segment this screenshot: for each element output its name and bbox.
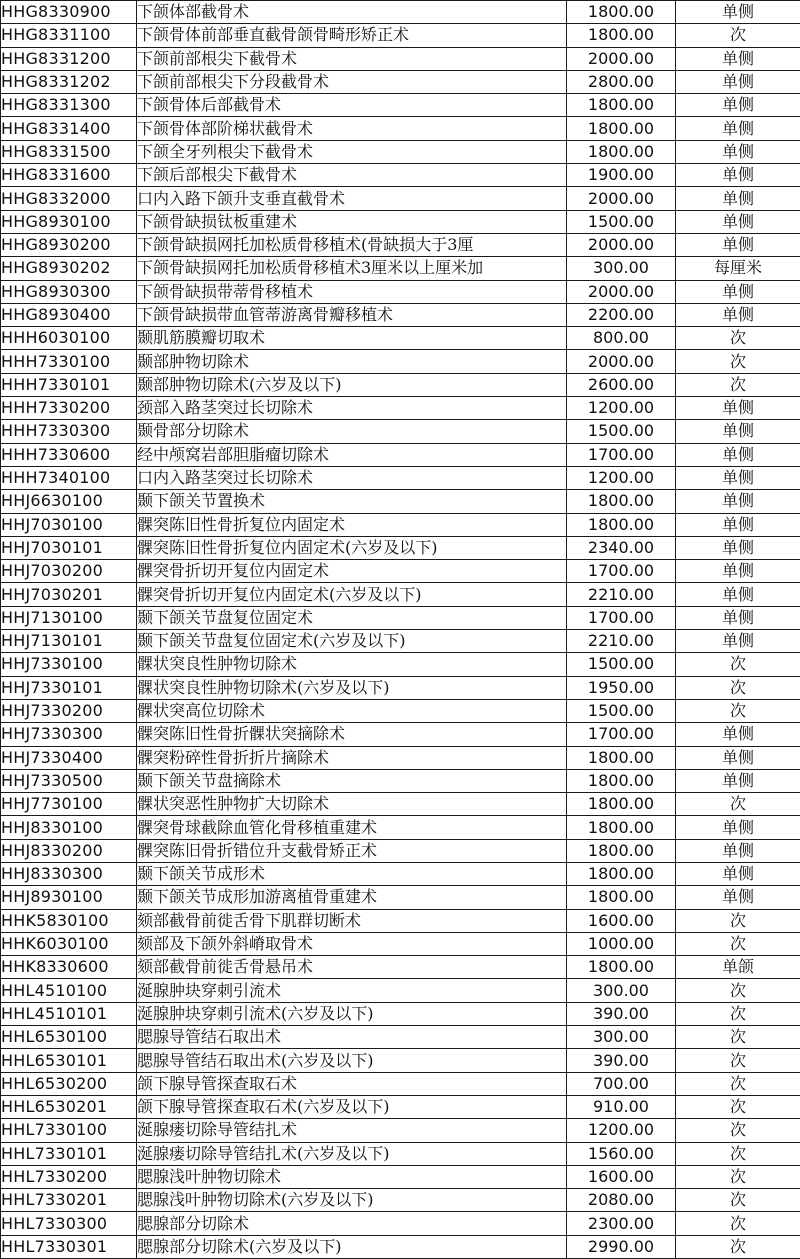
item-price-cell: 2210.00 (567, 630, 676, 653)
item-unit-cell: 单侧 (676, 94, 800, 117)
item-name-cell: 颞肌筋膜瓣切取术 (137, 327, 567, 350)
item-code-cell: HHL4510101 (1, 1002, 137, 1025)
item-name-cell: 腮腺浅叶肿物切除术 (137, 1165, 567, 1188)
item-unit-cell: 次 (676, 24, 800, 47)
item-unit-cell: 次 (676, 1142, 800, 1165)
item-code-cell: HHG8331300 (1, 94, 137, 117)
item-code-cell: HHG8930400 (1, 303, 137, 326)
item-unit-cell: 次 (676, 1049, 800, 1072)
table-row (1, 1095, 800, 1118)
item-name-cell: 下颌骨缺损带血管蒂游离骨瓣移植术 (137, 303, 567, 326)
item-unit-cell: 单侧 (676, 164, 800, 187)
item-price-cell: 1500.00 (567, 653, 676, 676)
item-unit-cell: 单侧 (676, 746, 800, 769)
item-price-cell: 1500.00 (567, 420, 676, 443)
item-price-cell: 2800.00 (567, 70, 676, 93)
item-code-cell: HHJ7030100 (1, 513, 137, 536)
table-row (1, 373, 800, 396)
table-row (1, 723, 800, 746)
item-price-cell: 300.00 (567, 979, 676, 1002)
item-price-cell: 1800.00 (567, 862, 676, 885)
table-row (1, 233, 800, 256)
item-unit-cell: 次 (676, 1189, 800, 1212)
table-row (1, 490, 800, 513)
item-unit-cell: 单侧 (676, 862, 800, 885)
item-name-cell: 髁突骨折切开复位内固定术 (137, 560, 567, 583)
item-price-cell: 1950.00 (567, 676, 676, 699)
item-code-cell: HHL7330101 (1, 1142, 137, 1165)
item-name-cell: 颞下颌关节成形加游离植骨重建术 (137, 886, 567, 909)
item-price-cell: 1800.00 (567, 140, 676, 163)
item-name-cell: 腮腺部分切除术 (137, 1212, 567, 1235)
item-code-cell: HHJ7330200 (1, 699, 137, 722)
item-code-cell: HHG8930100 (1, 210, 137, 233)
item-code-cell: HHJ8330200 (1, 839, 137, 862)
table-row (1, 1072, 800, 1095)
item-unit-cell: 单侧 (676, 513, 800, 536)
table-row (1, 1, 800, 24)
item-price-cell: 1800.00 (567, 956, 676, 979)
item-unit-cell: 单侧 (676, 583, 800, 606)
item-code-cell: HHL6530101 (1, 1049, 137, 1072)
item-price-cell: 1800.00 (567, 816, 676, 839)
table-row (1, 630, 800, 653)
item-price-cell: 1700.00 (567, 723, 676, 746)
item-unit-cell: 次 (676, 1095, 800, 1118)
table-row (1, 1189, 800, 1212)
table-row (1, 862, 800, 885)
table-row (1, 699, 800, 722)
item-unit-cell: 单侧 (676, 140, 800, 163)
item-code-cell: HHJ8930100 (1, 886, 137, 909)
item-code-cell: HHL6530200 (1, 1072, 137, 1095)
item-price-cell: 1800.00 (567, 793, 676, 816)
item-name-cell: 髁突陈旧性骨折髁状突摘除术 (137, 723, 567, 746)
table-row (1, 746, 800, 769)
table-row (1, 886, 800, 909)
item-name-cell: 腮腺部分切除术(六岁及以下) (137, 1235, 567, 1258)
item-name-cell: 下颌骨缺损网托加松质骨移植术3厘米以上厘米加 (137, 257, 567, 280)
item-unit-cell: 单侧 (676, 187, 800, 210)
item-name-cell: 下颌全牙列根尖下截骨术 (137, 140, 567, 163)
item-code-cell: HHH7330101 (1, 373, 137, 396)
table-row (1, 932, 800, 955)
item-name-cell: 髁突骨球截除血管化骨移植重建术 (137, 816, 567, 839)
item-code-cell: HHG8331202 (1, 70, 137, 93)
item-code-cell: HHH7330200 (1, 397, 137, 420)
item-code-cell: HHK5830100 (1, 909, 137, 932)
item-unit-cell: 单颌 (676, 956, 800, 979)
item-unit-cell: 单侧 (676, 210, 800, 233)
table-row (1, 816, 800, 839)
item-name-cell: 颏部截骨前徙舌骨下肌群切断术 (137, 909, 567, 932)
item-unit-cell: 单侧 (676, 723, 800, 746)
item-unit-cell: 次 (676, 932, 800, 955)
item-name-cell: 髁突陈旧性骨折复位内固定术(六岁及以下) (137, 536, 567, 559)
item-code-cell: HHJ7330500 (1, 769, 137, 792)
table-row (1, 676, 800, 699)
item-name-cell: 涎腺瘘切除导管结扎术(六岁及以下) (137, 1142, 567, 1165)
item-name-cell: 髁状突恶性肿物扩大切除术 (137, 793, 567, 816)
item-name-cell: 髁状突良性肿物切除术(六岁及以下) (137, 676, 567, 699)
table-row (1, 1235, 800, 1258)
item-unit-cell: 单侧 (676, 117, 800, 140)
item-unit-cell: 次 (676, 699, 800, 722)
table-row (1, 397, 800, 420)
item-unit-cell: 单侧 (676, 420, 800, 443)
item-unit-cell: 次 (676, 1235, 800, 1258)
item-code-cell: HHH7330100 (1, 350, 137, 373)
item-code-cell: HHG8331100 (1, 24, 137, 47)
item-unit-cell: 单侧 (676, 280, 800, 303)
table-row (1, 140, 800, 163)
item-unit-cell: 次 (676, 793, 800, 816)
item-price-cell: 2990.00 (567, 1235, 676, 1258)
table-row (1, 70, 800, 93)
table-row (1, 164, 800, 187)
table-row (1, 117, 800, 140)
item-price-cell: 300.00 (567, 257, 676, 280)
item-unit-cell: 单侧 (676, 839, 800, 862)
item-price-cell: 1200.00 (567, 466, 676, 489)
item-name-cell: 颞部肿物切除术(六岁及以下) (137, 373, 567, 396)
item-price-cell: 2600.00 (567, 373, 676, 396)
item-name-cell: 腮腺浅叶肿物切除术(六岁及以下) (137, 1189, 567, 1212)
item-code-cell: HHJ7030201 (1, 583, 137, 606)
item-name-cell: 髁突陈旧骨折错位升支截骨矫正术 (137, 839, 567, 862)
table-row (1, 1212, 800, 1235)
item-price-cell: 1200.00 (567, 397, 676, 420)
item-price-cell: 800.00 (567, 327, 676, 350)
item-unit-cell: 次 (676, 676, 800, 699)
item-name-cell: 髁突陈旧性骨折复位内固定术 (137, 513, 567, 536)
item-code-cell: HHH7330300 (1, 420, 137, 443)
table-row (1, 443, 800, 466)
item-code-cell: HHJ7030200 (1, 560, 137, 583)
item-code-cell: HHL7330301 (1, 1235, 137, 1258)
item-price-cell: 2000.00 (567, 47, 676, 70)
table-row (1, 466, 800, 489)
table-row (1, 420, 800, 443)
item-name-cell: 下颌体部截骨术 (137, 1, 567, 24)
item-code-cell: HHG8332000 (1, 187, 137, 210)
table-row (1, 513, 800, 536)
item-name-cell: 口内入路下颌升支垂直截骨术 (137, 187, 567, 210)
item-name-cell: 颞下颌关节成形术 (137, 862, 567, 885)
item-unit-cell: 单侧 (676, 490, 800, 513)
item-name-cell: 颈部入路茎突过长切除术 (137, 397, 567, 420)
item-price-cell: 1500.00 (567, 210, 676, 233)
item-price-cell: 1600.00 (567, 909, 676, 932)
item-unit-cell: 次 (676, 979, 800, 1002)
item-name-cell: 涎腺肿块穿刺引流术 (137, 979, 567, 1002)
item-name-cell: 髁突粉碎性骨折折片摘除术 (137, 746, 567, 769)
item-price-cell: 1800.00 (567, 886, 676, 909)
item-code-cell: HHJ7130101 (1, 630, 137, 653)
item-name-cell: 下颌前部根尖下分段截骨术 (137, 70, 567, 93)
table-row (1, 769, 800, 792)
item-name-cell: 下颌骨缺损网托加松质骨移植术(骨缺损大于3厘 (137, 233, 567, 256)
item-price-cell: 1500.00 (567, 699, 676, 722)
item-code-cell: HHG8331200 (1, 47, 137, 70)
item-price-cell: 2000.00 (567, 233, 676, 256)
item-code-cell: HHJ7330101 (1, 676, 137, 699)
item-name-cell: 颞下颌关节置换术 (137, 490, 567, 513)
item-code-cell: HHG8331400 (1, 117, 137, 140)
item-code-cell: HHJ6630100 (1, 490, 137, 513)
item-code-cell: HHG8930202 (1, 257, 137, 280)
table-row (1, 24, 800, 47)
table-row (1, 280, 800, 303)
item-price-cell: 300.00 (567, 1026, 676, 1049)
item-price-cell: 910.00 (567, 1095, 676, 1118)
item-name-cell: 颞下颌关节盘复位固定术(六岁及以下) (137, 630, 567, 653)
item-unit-cell: 单侧 (676, 70, 800, 93)
table-row (1, 583, 800, 606)
item-unit-cell: 次 (676, 1165, 800, 1188)
item-code-cell: HHJ7730100 (1, 793, 137, 816)
table-row (1, 909, 800, 932)
item-unit-cell: 次 (676, 1212, 800, 1235)
item-name-cell: 涎腺瘘切除导管结扎术 (137, 1119, 567, 1142)
table-row (1, 350, 800, 373)
table-row (1, 1142, 800, 1165)
item-code-cell: HHG8331500 (1, 140, 137, 163)
item-code-cell: HHK8330600 (1, 956, 137, 979)
item-price-cell: 1700.00 (567, 443, 676, 466)
item-code-cell: HHG8330900 (1, 1, 137, 24)
table-row (1, 94, 800, 117)
item-price-cell: 2210.00 (567, 583, 676, 606)
item-price-cell: 2000.00 (567, 187, 676, 210)
item-unit-cell: 单侧 (676, 630, 800, 653)
item-code-cell: HHL6530100 (1, 1026, 137, 1049)
item-name-cell: 髁状突良性肿物切除术 (137, 653, 567, 676)
item-price-cell: 390.00 (567, 1002, 676, 1025)
table-row (1, 303, 800, 326)
table-row (1, 210, 800, 233)
item-name-cell: 腮腺导管结石取出术 (137, 1026, 567, 1049)
item-name-cell: 涎腺肿块穿刺引流术(六岁及以下) (137, 1002, 567, 1025)
item-price-cell: 2000.00 (567, 280, 676, 303)
item-code-cell: HHL7330100 (1, 1119, 137, 1142)
item-unit-cell: 次 (676, 327, 800, 350)
table-row (1, 793, 800, 816)
table-row (1, 560, 800, 583)
item-code-cell: HHL7330300 (1, 1212, 137, 1235)
item-name-cell: 颌下腺导管探查取石术(六岁及以下) (137, 1095, 567, 1118)
item-code-cell: HHL4510100 (1, 979, 137, 1002)
item-price-cell: 2080.00 (567, 1189, 676, 1212)
table-row (1, 979, 800, 1002)
item-name-cell: 口内入路茎突过长切除术 (137, 466, 567, 489)
item-unit-cell: 单侧 (676, 303, 800, 326)
item-name-cell: 髁突骨折切开复位内固定术(六岁及以下) (137, 583, 567, 606)
item-code-cell: HHK6030100 (1, 932, 137, 955)
item-name-cell: 髁状突高位切除术 (137, 699, 567, 722)
item-unit-cell: 单侧 (676, 47, 800, 70)
item-unit-cell: 单侧 (676, 397, 800, 420)
item-code-cell: HHJ7030101 (1, 536, 137, 559)
item-unit-cell: 次 (676, 1002, 800, 1025)
item-code-cell: HHJ8330100 (1, 816, 137, 839)
table-row (1, 653, 800, 676)
table-row (1, 1026, 800, 1049)
item-unit-cell: 单侧 (676, 233, 800, 256)
item-unit-cell: 次 (676, 909, 800, 932)
item-price-cell: 2000.00 (567, 350, 676, 373)
item-unit-cell: 单侧 (676, 769, 800, 792)
item-code-cell: HHJ7330400 (1, 746, 137, 769)
table-row (1, 1002, 800, 1025)
item-name-cell: 下颌骨体前部垂直截骨颌骨畸形矫正术 (137, 24, 567, 47)
item-unit-cell: 单侧 (676, 466, 800, 489)
item-price-cell: 2300.00 (567, 1212, 676, 1235)
table-row (1, 47, 800, 70)
item-code-cell: HHL7330201 (1, 1189, 137, 1212)
item-name-cell: 颞下颌关节盘复位固定术 (137, 606, 567, 629)
item-unit-cell: 次 (676, 1119, 800, 1142)
item-unit-cell: 次 (676, 350, 800, 373)
item-price-cell: 2340.00 (567, 536, 676, 559)
item-unit-cell: 次 (676, 373, 800, 396)
item-code-cell: HHJ8330300 (1, 862, 137, 885)
item-price-cell: 390.00 (567, 1049, 676, 1072)
item-code-cell: HHJ7330100 (1, 653, 137, 676)
fee-table-body (1, 1, 800, 1259)
item-name-cell: 下颌后部根尖下截骨术 (137, 164, 567, 187)
item-unit-cell: 次 (676, 1026, 800, 1049)
table-row (1, 1165, 800, 1188)
item-code-cell: HHH7330600 (1, 443, 137, 466)
item-name-cell: 颏部及下颌外斜嵴取骨术 (137, 932, 567, 955)
item-price-cell: 1700.00 (567, 606, 676, 629)
item-unit-cell: 单侧 (676, 443, 800, 466)
item-code-cell: HHH6030100 (1, 327, 137, 350)
item-name-cell: 颞部肿物切除术 (137, 350, 567, 373)
item-price-cell: 1600.00 (567, 1165, 676, 1188)
item-unit-cell: 单侧 (676, 886, 800, 909)
item-price-cell: 1800.00 (567, 513, 676, 536)
item-unit-cell: 次 (676, 1072, 800, 1095)
item-price-cell: 1560.00 (567, 1142, 676, 1165)
item-unit-cell: 单侧 (676, 560, 800, 583)
item-name-cell: 下颌骨缺损带蒂骨移植术 (137, 280, 567, 303)
table-row (1, 606, 800, 629)
item-unit-cell: 单侧 (676, 816, 800, 839)
table-row (1, 327, 800, 350)
table-row (1, 536, 800, 559)
item-code-cell: HHL7330200 (1, 1165, 137, 1188)
item-price-cell: 1800.00 (567, 839, 676, 862)
item-name-cell: 下颌骨缺损钛板重建术 (137, 210, 567, 233)
item-name-cell: 下颌前部根尖下截骨术 (137, 47, 567, 70)
item-price-cell: 700.00 (567, 1072, 676, 1095)
item-name-cell: 经中颅窝岩部胆脂瘤切除术 (137, 443, 567, 466)
item-price-cell: 1000.00 (567, 932, 676, 955)
item-code-cell: HHJ7130100 (1, 606, 137, 629)
item-price-cell: 1900.00 (567, 164, 676, 187)
table-row (1, 257, 800, 280)
item-price-cell: 1800.00 (567, 117, 676, 140)
item-price-cell: 1800.00 (567, 490, 676, 513)
table-row (1, 187, 800, 210)
item-code-cell: HHG8930200 (1, 233, 137, 256)
item-code-cell: HHG8930300 (1, 280, 137, 303)
item-name-cell: 颌下腺导管探查取石术 (137, 1072, 567, 1095)
item-price-cell: 1200.00 (567, 1119, 676, 1142)
item-name-cell: 下颌骨体部阶梯状截骨术 (137, 117, 567, 140)
item-price-cell: 1800.00 (567, 94, 676, 117)
item-name-cell: 腮腺导管结石取出术(六岁及以下) (137, 1049, 567, 1072)
item-price-cell: 1800.00 (567, 1, 676, 24)
item-code-cell: HHG8331600 (1, 164, 137, 187)
table-row (1, 956, 800, 979)
item-name-cell: 颏部截骨前徙舌骨悬吊术 (137, 956, 567, 979)
item-price-cell: 1800.00 (567, 746, 676, 769)
item-name-cell: 颞骨部分切除术 (137, 420, 567, 443)
item-price-cell: 1800.00 (567, 24, 676, 47)
item-price-cell: 2200.00 (567, 303, 676, 326)
item-unit-cell: 单侧 (676, 606, 800, 629)
item-unit-cell: 单侧 (676, 1, 800, 24)
item-unit-cell: 单侧 (676, 536, 800, 559)
table-row (1, 839, 800, 862)
table-row (1, 1119, 800, 1142)
item-name-cell: 颞下颌关节盘摘除术 (137, 769, 567, 792)
table-row (1, 1049, 800, 1072)
item-code-cell: HHL6530201 (1, 1095, 137, 1118)
item-price-cell: 1800.00 (567, 769, 676, 792)
item-unit-cell: 每厘米 (676, 257, 800, 280)
item-code-cell: HHH7340100 (1, 466, 137, 489)
item-price-cell: 1700.00 (567, 560, 676, 583)
item-code-cell: HHJ7330300 (1, 723, 137, 746)
item-name-cell: 下颌骨体后部截骨术 (137, 94, 567, 117)
item-unit-cell: 次 (676, 653, 800, 676)
